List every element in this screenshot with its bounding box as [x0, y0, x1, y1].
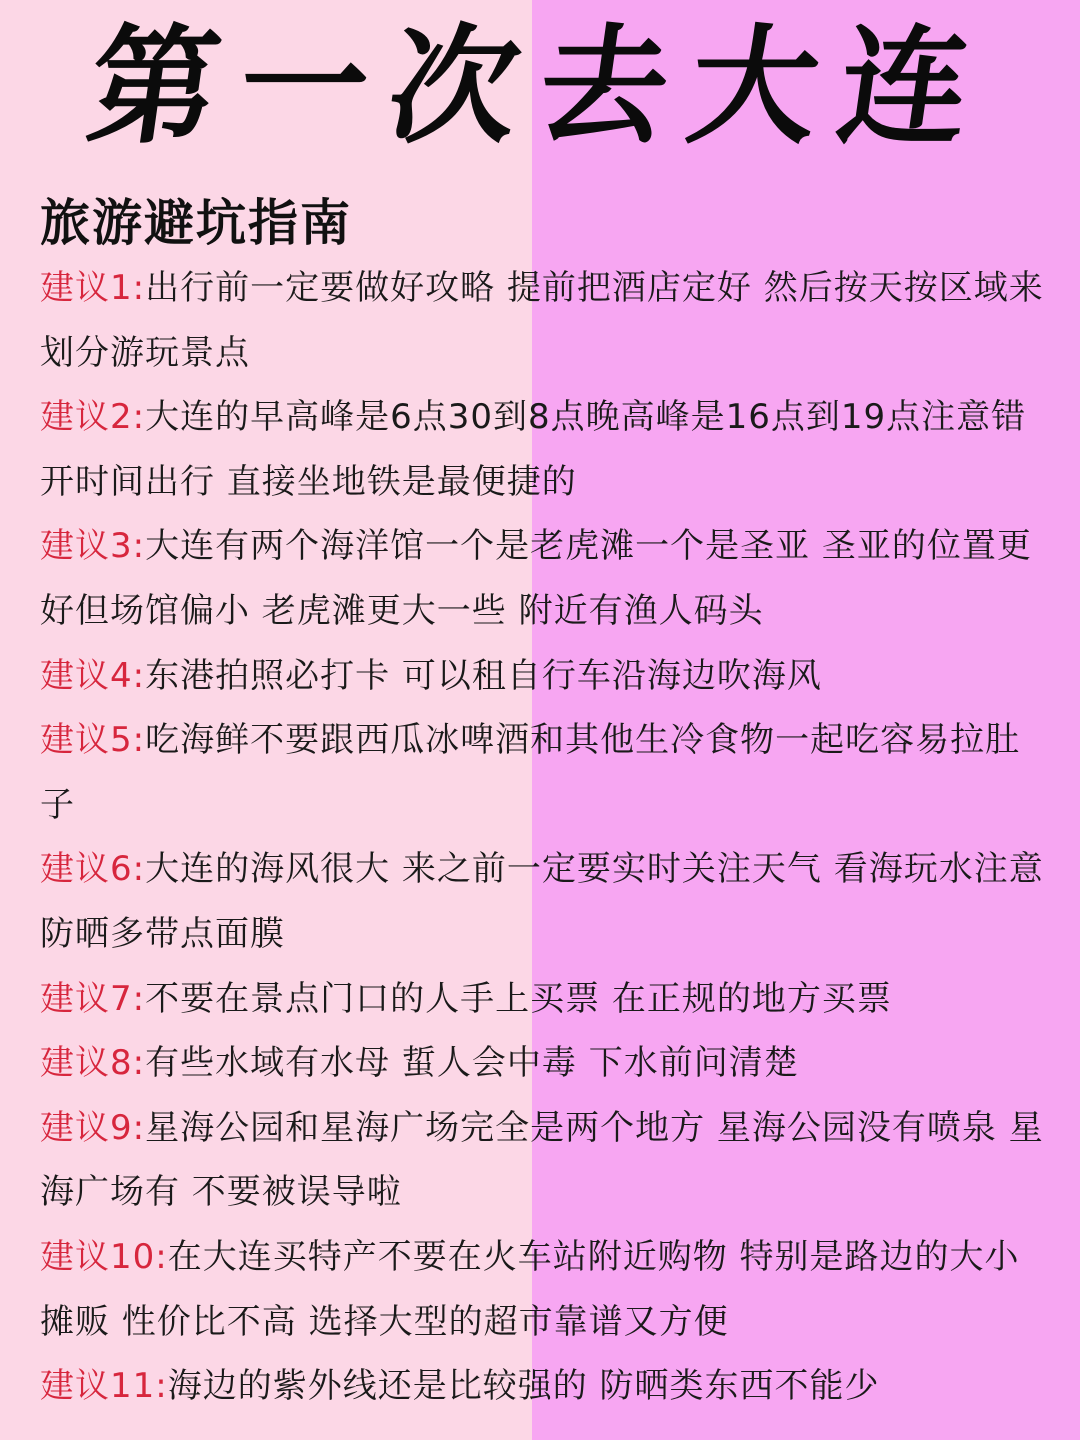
- tip-label: 建议5:: [40, 720, 146, 761]
- tip-item-11: [40, 1354, 1050, 1419]
- tips-list: [40, 256, 1050, 1419]
- tip-label: 建议1:: [40, 268, 146, 308]
- page-subtitle: 旅游避坑指南: [40, 194, 352, 252]
- tip-label: 建议6:: [40, 849, 146, 890]
- tip-label: 建议8:: [40, 1043, 146, 1084]
- tip-label: 建议3:: [40, 526, 146, 567]
- tip-label: 建议9:: [40, 1107, 146, 1148]
- tip-text: 东港拍照必打卡 可以租自行车沿海边吹海风: [145, 655, 822, 696]
- tip-label: 建议7:: [40, 978, 146, 1019]
- tip-item-7: [40, 967, 1050, 1032]
- tip-item-10: [40, 1225, 1050, 1354]
- tip-label: 建议10:: [40, 1236, 168, 1277]
- tip-label: 建议11:: [40, 1366, 168, 1407]
- tip-label: 建议2:: [40, 397, 146, 438]
- tip-text: 不要在景点门口的人手上买票 在正规的地方买票: [145, 978, 892, 1019]
- tip-item-1: [40, 256, 1050, 385]
- tip-text: 在大连买特产不要在火车站附近购物 特别是路边的大小摊贩 性价比不高 选择大型的超市靠谱又方便: [40, 1236, 1020, 1342]
- tip-item-3: [40, 514, 1050, 643]
- tip-text: 大连有两个海洋馆一个是老虎滩一个是圣亚 圣亚的位置更好但场馆偏小 老虎滩更大一些 附近有渔人码头: [40, 526, 1032, 631]
- tip-text: 有些水域有水母 蜇人会中毒 下水前问清楚: [145, 1043, 799, 1084]
- tip-text: 大连的早高峰是6点30到8点晚高峰是16点到19点注意错开时间出行 直接坐地铁是最便捷的: [40, 397, 1027, 502]
- tip-text: 星海公园和星海广场完全是两个地方 星海公园没有喷泉 星海广场有 不要被误导啦: [40, 1107, 1044, 1213]
- tip-text: 吃海鲜不要跟西瓜冰啤酒和其他生冷食物一起吃容易拉肚子: [40, 720, 1021, 825]
- tip-item-6: [40, 837, 1050, 966]
- tip-text: 大连的海风很大 来之前一定要实时关注天气 看海玩水注意防晒多带点面膜: [40, 849, 1044, 954]
- tip-item-2: [40, 385, 1050, 514]
- tip-item-9: [40, 1096, 1050, 1225]
- tip-item-4: [40, 644, 1050, 709]
- tip-item-5: [40, 708, 1050, 837]
- page-title: 第一次去大连: [79, 12, 1001, 162]
- tip-text: 出行前一定要做好攻略 提前把酒店定好 然后按天按区域来划分游玩景点: [40, 268, 1044, 373]
- tip-label: 建议4:: [40, 655, 146, 696]
- tip-text: 海边的紫外线还是比较强的 防晒类东西不能少: [167, 1366, 880, 1407]
- tip-item-8: [40, 1031, 1050, 1096]
